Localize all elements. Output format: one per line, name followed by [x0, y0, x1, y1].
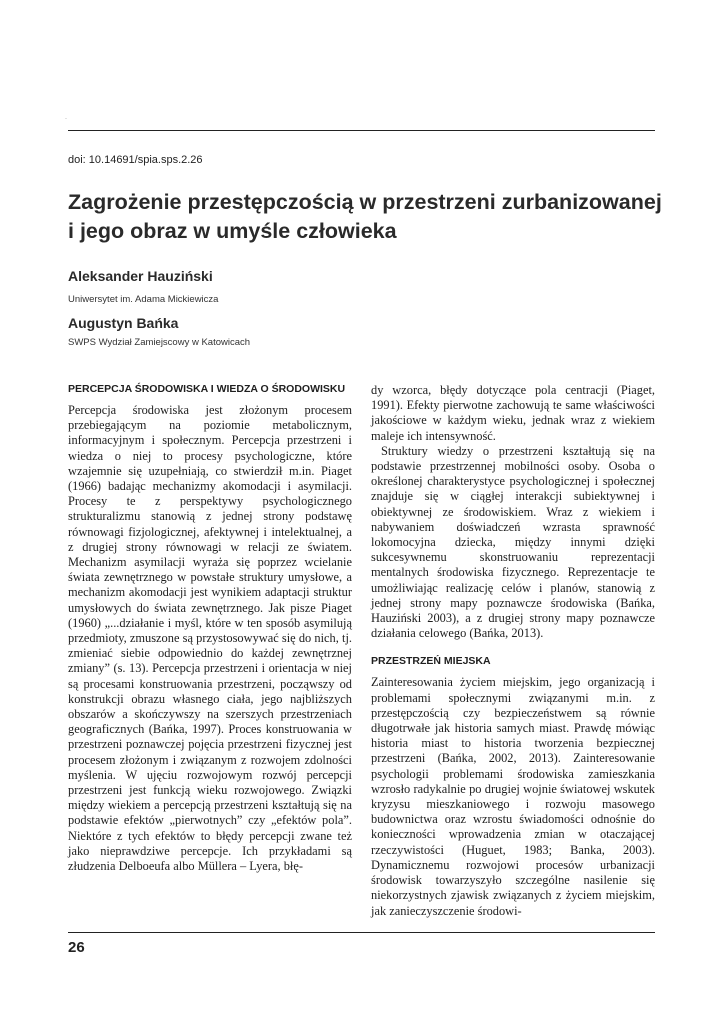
- body-paragraph: Percepcja środowiska jest złożonym procesem przebiegającym na poziomie metabolicznym, informacyjnym i społecznym. Percepcja przestrzeni i wiedza o niej to procesy psychologiczne, które wzajemnie się uzupełniają, co stwierdził m.in. Piaget (1966) badając mechanizmy akomodacji i asymilacji. Procesy te z perspektywy psychologicznego strukturalizmu stanowią z jednej strony podstawę równowagi fizjologicznej, afektywnej i intelektualnej, a z drugiej strony równowagi w relacji ze światem. Mechanizm asymilacji wyraża się poprzez wcielanie świata zewnętrznego w powstałe struktury umysłowe, a mechanizm akomodacji jest wynikiem adaptacji struktur umysłowych do świata zewnętrznego. Jak pisze Piaget (1960) „...działanie i myśl, które w ten sposób asymilują przedmioty, zmuszone są przystosowywać się do nich, tj. zmieniać siebie odpowiednio do każdej zewnętrznej zmiany” (s. 13). Percepcja przestrzeni i orientacja w niej są procesami konstruowania przestrzeni, począwszy od konstrukcji obrazu własnego ciała, jego najbliższych obszarów a skończywszy na szerszych przestrzeniach geograficznych (Bańka, 1997). Proces konstruowania w przestrzeni poznawczej pojęcia przestrzeni fizycznej jest procesem złożonym i związanym z rozwojem zdolności myślenia. W ujęciu rozwojowym rozwój percepcji przestrzeni jest funkcją wieku rozwojowego. Związki między wiekiem a percepcją przestrzeni kształtują się na podstawie efektów „pierwotnych” czy „efektów pola”. Niektóre z tych efektów to błędy percepcji zwane też jako nieprawdziwe percepcje. Ich przykładami są złudzenia Delboeufa albo Müllera – Lyera, błę-: [68, 403, 352, 874]
- left-column: [68, 383, 352, 874]
- author-name: Augustyn Bańka: [68, 315, 179, 331]
- header-mark: ·: [65, 116, 67, 122]
- body-paragraph: Struktury wiedzy o przestrzeni kształtują się na podstawie przestrzennej mobilności osoby. Osoba o określonej charakterystyce psychologicznej i społecznej znajduje się w ciągłej interakcji subiektywnej i obiektywnej ze środowiskiem. Wraz z wiekiem i nabywaniem doświadczeń wzrasta sprawność lokomocyjna dziecka, między innymi dzięki sukcesywnemu skonstruowaniu reprezentacji mentalnych środowiska fizycznego. Reprezentacje te umożliwiając realizację celów i planów, stanowią z jednej strony mapy poznawcze środowiska (Bańka, Hauziński 2003), a z drugiej strony mapy poznawcze działania celowego (Bańka, 2013).: [371, 443, 655, 641]
- author-affiliation: SWPS Wydział Zamiejscowy w Katowicach: [68, 337, 251, 348]
- body-paragraph: dy wzorca, błędy dotyczące pola centracji (Piaget, 1991). Efekty pierwotne zachowują te same właściwości jakościowe w każdym wieku, jednak wraz z wiekiem maleje ich intensywność.: [371, 383, 655, 443]
- doi-line: doi: 10.14691/spia.sps.2.26: [68, 154, 203, 166]
- author-name: Aleksander Hauziński: [68, 268, 213, 284]
- page-number: 26: [68, 939, 85, 956]
- right-column: [371, 383, 655, 919]
- body-paragraph: Zainteresowania życiem miejskim, jego organizacją i problemami społecznymi związanymi m.in. z przestępczością czy bezpieczeństwem są równie długotrwałe jak historia samych miast. Prawdę mówiąc historia miast to historia tworzenia bezpiecznej przestrzeni (Bańka, 2002, 2013). Zainteresowanie psychologii problemami środowiska zamieszkania wzrosło radykalnie po drugiej wojnie światowej wskutek kryzysu mieszkaniowego i rozwoju masowego budownictwa oraz wzrostu świadomości odnośnie do konieczności wprowadzenia zmian w otaczającej rzeczywistości (Huguet, 1983; Banka, 2003). Dynamicznemu rozwojowi procesów urbanizacji środowisk towarzyszyło szczególne nasilenie się niekorzystnych zjawisk związanych z życiem miejskim, jak zanieczyszczenie środowi-: [371, 675, 655, 918]
- bottom-rule: [68, 932, 655, 933]
- author-affiliation: Uniwersytet im. Adama Mickiewicza: [68, 294, 219, 305]
- top-rule: [68, 130, 655, 131]
- article-title: Zagrożenie przestępczością w przestrzeni zurbanizowanej i jego obraz w umyśle człowieka: [68, 190, 662, 243]
- section-heading: PERCEPCJA ŚRODOWISKA I WIEDZA O ŚRODOWISKU: [68, 383, 346, 395]
- section-heading: PRZESTRZEŃ MIEJSKA: [371, 655, 491, 668]
